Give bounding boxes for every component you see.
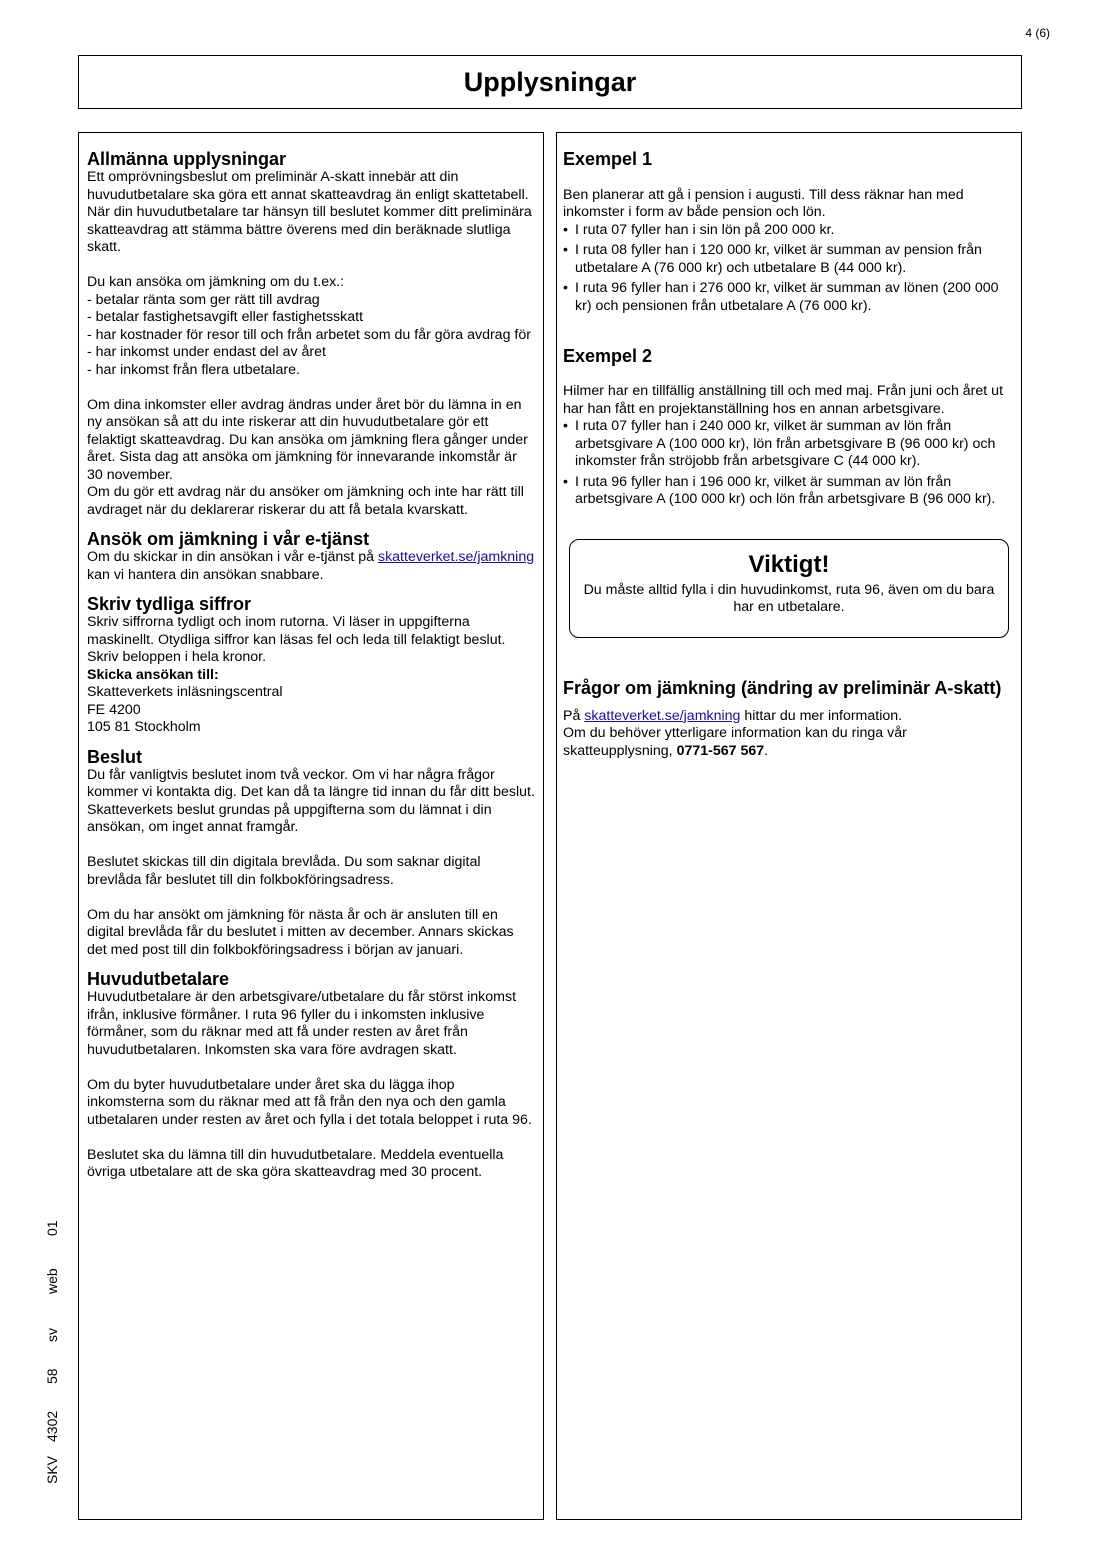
list-item: - har inkomst från flera utbetalare. [87,361,300,378]
main-payer-heading: Huvudutbetalare [87,969,230,989]
questions-paragraph: Om du behöver ytterligare information kan du ringa vår skatteupplysning, 0771-567 567. [563,725,907,759]
form-code-part: 01 [44,1220,60,1236]
questions-heading: Frågor om jämkning (ändring av preliminär A-skatt) [563,677,1002,698]
bullet-icon: • [563,221,568,238]
eservice-heading: Ansök om jämkning i vår e-tjänst [87,529,370,549]
list-item: - betalar ränta som ger rätt till avdrag [87,291,320,308]
clear-digits-heading: Skriv tydliga siffror [87,594,252,614]
decision-heading: Beslut [87,746,143,767]
left-column [78,132,544,1520]
form-code-part: web [44,1268,60,1294]
page-number: 4 (6) [1025,26,1050,40]
send-to-label: Skicka ansökan till: [87,666,219,683]
list-item: • I ruta 08 fyller han i 120 000 kr, vilket är summan av pension från utbetalare A (76 000 kr) och utbetalare B (44 000 kr). [563,242,982,276]
jamkning-link[interactable]: skatteverket.se/jamkning [377,549,535,565]
title-box [78,55,1022,109]
right-column [556,132,1022,1520]
form-code-part: SKV [44,1455,60,1484]
form-code-part: sv [44,1328,60,1342]
important-box [569,539,1009,638]
eservice-paragraph: Om du skickar in din ansökan i vår e-tjänst på skatteverket.se/jamkning kan vi hantera din ansökan snabbare. [87,549,535,583]
decision-paragraph: Beslutet skickas till din digitala brevlåda. Du som saknar digital brevlåda får beslutet till din folkbokföringsadress. [87,854,481,888]
important-heading: Viktigt! [748,550,830,578]
example-2-intro: Hilmer har en tillfällig anställning till och med maj. Från juni och året ut har han fått en projektanställning hos en annan arbetsgivare. [563,383,1004,417]
general-info-paragraph: Om dina inkomster eller avdrag ändras under året bör du lämna in en ny ansökan så att du inte riskerar att din huvudutbetalare gör ett felaktigt skatteavdrag. Du kan ansöka om jämkning flera gånger under året. Sista dag att ansöka om jämkning för innevarande inkomstår är 30 november. [87,396,528,483]
address-line: Skatteverkets inläsningscentral [87,684,283,700]
list-item: • I ruta 96 fyller han i 276 000 kr, vilket är summan av lönen (200 000 kr) och pensionen från utbetalare A (76 000 kr). [563,280,999,314]
important-text: Du måste alltid fylla i din huvudinkomst, ruta 96, även om du bara har en utbetalare. [583,581,995,615]
phone-number: 0771-567 567 [676,742,765,759]
decision-paragraph: Om du har ansökt om jämkning för nästa år och är ansluten till en digital brevlåda får du beslutet i mitten av december. Annars skickas det med post till din folkbokföringsadress i början av januari. [87,906,514,958]
form-code-part: 58 [44,1368,60,1384]
general-info-heading: Allmänna upplysningar [87,149,287,169]
clear-digits-paragraph: Skriv siffrorna tydligt och inom rutorna. Vi läser in uppgifterna maskinellt. Otydliga siffror kan läsas fel och leda till felaktigt beslut. Skriv beloppen i hela kronor. [87,614,506,665]
questions-paragraph: På skatteverket.se/jamkning hittar du mer information. [563,707,903,724]
general-info-paragraph: Ett omprövningsbeslut om preliminär A-skatt innebär att din huvudutbetalare ska göra ett annat skatteavdrag än enligt skattetabell. När din huvudutbetalare tar hänsyn till beslutet kommer ditt preliminära skatteavdrag att stämma bättre överens med din beräknade slutliga skatt. [87,169,532,255]
bullet-icon: • [563,242,568,258]
main-payer-paragraph: Om du byter huvudutbetalare under året ska du lägga ihop inkomsterna som du räknar med att få från den nya och den gamla utbetalaren under resten av året och fylla i det totala beloppet i ruta 96. [87,1076,532,1128]
address-line: FE 4200 [87,701,141,718]
list-item: • I ruta 07 fyller han i sin lön på 200 000 kr. [563,221,835,238]
example-2-heading: Exempel 2 [563,345,653,366]
example-1-heading: Exempel 1 [563,149,653,169]
form-code-part: 4302 [44,1410,60,1442]
general-info-intro: Du kan ansöka om jämkning om du t.ex.: [87,274,345,290]
list-item: • I ruta 07 fyller han i 240 000 kr, vilket är summan av lön från arbetsgivare A (100 000 kr), lön från arbetsgivare B (96 000 kr) och inkomster från ströjobb från arbetsgivare C (44 000 kr). [563,418,996,469]
example-1-intro: Ben planerar att gå i pension i augusti. Till dess räknar han med inkomster i form av både pension och lön. [563,186,964,220]
main-payer-paragraph: Beslutet ska du lämna till din huvudutbetalare. Meddela eventuella övriga utbetalare att de ska göra skatteavdrag med 30 procent. [87,1146,504,1180]
main-payer-paragraph: Huvudutbetalare är den arbetsgivare/utbetalare du får störst inkomst ifrån, inklusive förmåner. I ruta 96 fyller du i inkomsten inklusive förmåner, som du räknar med att få under resten av året från huvudutbetalaren. Inkomsten ska vara före avdragen skatt. [87,989,517,1058]
bullet-icon: • [563,418,568,434]
reasons-list [87,292,535,380]
example-1-list [563,222,1015,316]
list-item: - betalar fastighetsavgift eller fastighetsskatt [87,309,364,325]
list-item: - har inkomst under endast del av året [87,344,326,360]
bullet-icon: • [563,280,568,296]
form-code [40,1216,88,1486]
jamkning-link[interactable]: skatteverket.se/jamkning [584,707,741,724]
page-title: Upplysningar [463,66,637,97]
list-item: - har kostnader för resor till och från arbetet som du får göra avdrag för [87,326,531,343]
example-2-list [563,418,1015,509]
list-item: • I ruta 96 fyller han i 196 000 kr, vilket är summan av lön från arbetsgivare A (100 000 kr) och lön från arbetsgivare B (96 000 kr). [563,473,996,507]
bullet-icon: • [563,473,568,490]
address-line: 105 81 Stockholm [87,719,201,735]
general-info-paragraph: Om du gör ett avdrag när du ansöker om jämkning och inte har rätt till avdraget när du deklarerar riskerar du att få betala kvarskatt. [87,484,524,518]
decision-paragraph: Du får vanligtvis beslutet inom två veckor. Om vi har några frågor kommer vi kontakta dig. Det kan då ta längre tid innan du får ditt beslut. Skatteverkets beslut grundas på uppgifterna som du lämnat i din ansökan, om inget annat framgår. [87,766,535,835]
